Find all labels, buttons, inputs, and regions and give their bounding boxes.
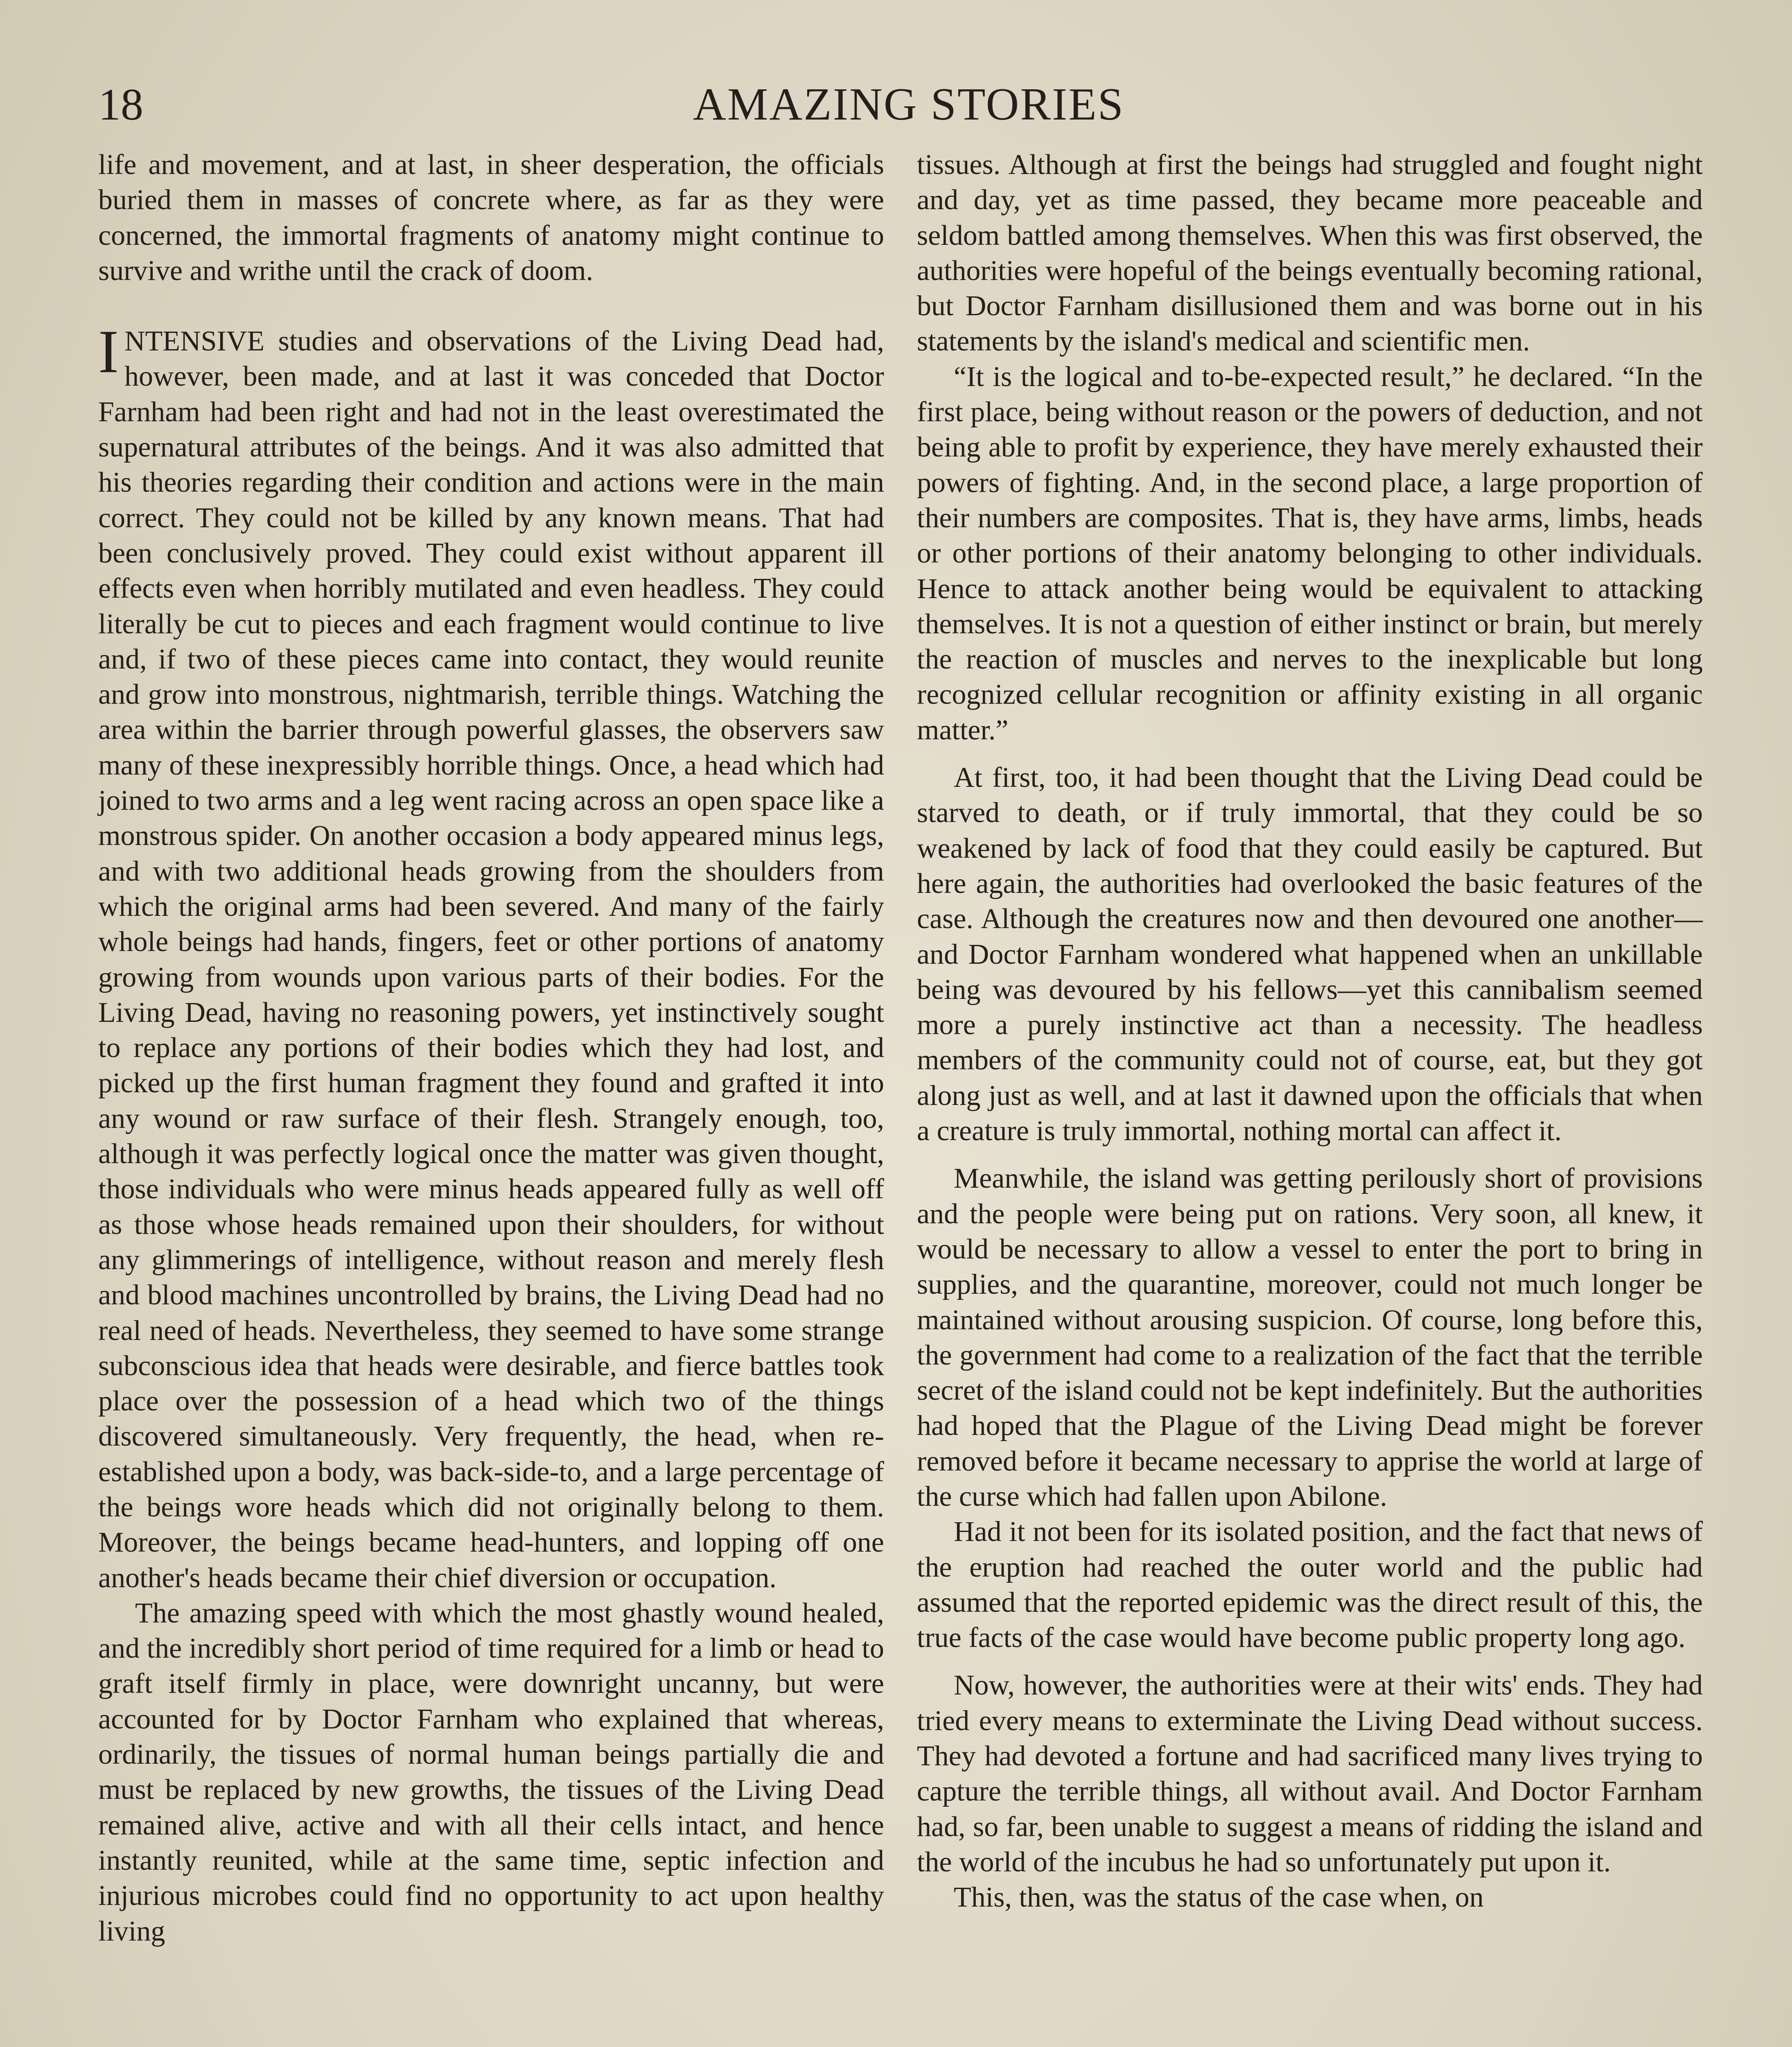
paragraph: This, then, was the status of the case when, on (954, 1882, 1484, 1914)
left-column (98, 147, 884, 2047)
small-caps-lead: NTENSIVE (124, 325, 265, 357)
paragraph: At first, too, it had been thought that the Living Dead could be starved to death, or if truly immortal, that they could be so weakened by lack of food that they could easily be captured. But here again, the authorities had overlooked the basic features of the case. Although the creatures now and then devoured one another—and Doctor Farnham wondered what happened when an unkillable being was devoured by his fellows—yet this cannibalism seemed more a purely instinctive act than a necessity. The headless members of the community could not of course, eat, but they got along just as well, and at last it dawned upon the officials that when a creature is truly immortal, nothing mortal can affect it. (917, 762, 1703, 1147)
page-header (98, 74, 1719, 147)
paragraph: Meanwhile, the island was getting perilously short of provisions and the people were being put on rations. Very soon, all knew, it would be necessary to allow a vessel to enter the port to bring in supplies, and the quarantine, moreover, could not much longer be maintained without arousing suspicion. Of course, long before this, the government had come to a realization of the fact that the terrible secret of the island could not be kept indefinitely. But the authorities had hoped that the Plague of the Living Dead might be forever removed before it became necessary to apprise the world at large of the curse which had fallen upon Abilone. (917, 1163, 1703, 1512)
paragraph: tissues. Although at first the beings had struggled and fought night and day, yet as time passed, they became more peaceable and seldom battled among themselves. When this was first observed, the authorities were hopeful of the beings eventually becoming rational, but Doctor Farnham disillusioned them and was borne out in his statements by the island's medical and scientific men. (917, 149, 1703, 357)
paragraph: The amazing speed with which the most ghastly wound healed, and the incredibly short period of time required for a limb or head to graft itself firmly in place, were downright uncanny, but were accounted for by Doctor Farnham who explained that whereas, ordinarily, the tissues of normal human beings partially die and must be replaced by new growths, the tissues of the Living Dead remained alive, active and with all their cells intact, and hence instantly reunited, while at the same time, septic infection and injurious microbes could find no opportunity to act upon healthy living (98, 1597, 884, 1947)
paragraph: “It is the logical and to-be-expected result,” he declared. “In the first place, being without reason or the powers of deduction, and not being able to profit by experience, they have merely exhausted their powers of fighting. And, in the second place, a large proportion of their numbers are composites. That is, they have arms, limbs, heads or other portions of their anatomy belonging to other individuals. Hence to attack another being would be equivalent to attacking themselves. It is not a question of either instinct or brain, but merely the reaction of muscles and nerves to the inexplicable but long recognized cellular recognition or affinity existing in all organic matter.” (917, 361, 1703, 746)
paragraph-intensive-studies (98, 318, 884, 1596)
drop-cap: I (98, 318, 119, 386)
paragraph: life and movement, and at last, in sheer desperation, the officials buried them in masses of concrete where, as far as they were concerned, the immortal fragments of anatomy might continue to survive and writhe until the crack of doom. (98, 149, 884, 287)
right-column (917, 147, 1703, 2047)
paragraph-text: studies and observations of the Living Dead had, however, been made, and at last it was conceded that Doctor Farnham had been right and had not in the least overestimated the supernatural attributes of the beings. And it was also admitted that his theories regarding their condition and actions were in the main correct. They could not be killed by any known means. That had been conclusively proved. They could exist without apparent ill effects even when horribly mutilated and even headless. They could literally be cut to pieces and each fragment would continue to live and, if two of these pieces came into contact, they would reunite and grow into monstrous, nightmarish, terrible things. Watching the area within the barrier through powerful glasses, the observers saw many of these inexpressibly horrible things. Once, a head which had joined to two arms and a leg went racing across an open space like a monstrous spider. On another occasion a body appeared minus legs, and with two additional heads growing from the shoulders from which the original arms had been severed. And many of the fairly whole beings had hands, fingers, feet or other portions of anatomy growing from wounds upon various parts of their bodies. For the Living Dead, having no reasoning powers, yet instinctively sought to replace any portions of their bodies which they had lost, and picked up the first human fragment they found and grafted it into any wound or raw surface of their flesh. Strangely enough, too, although it was perfectly logical once the matter was given thought, those individuals who were minus heads appeared fully as well off as those whose heads remained upon their shoulders, for without any glimmerings of intelligence, without reason and merely flesh and blood machines uncontrolled by brains, the Living Dead had no real need of heads. Nevertheless, they seemed to have some strange subconscious idea that heads were desirable, and fierce battles took place over the possession of a head which two of the things discovered simultaneously. Very frequently, the head, when re-established upon a body, was back-side-to, and a large percentage of the beings wore heads which did not originally belong to them. Moreover, the beings became head-hunters, and lopping off one another's heads became their chief diversion or occupation. (98, 325, 884, 1594)
page-number: 18 (98, 79, 143, 129)
paragraph: Had it not been for its isolated position, and the fact that news of the eruption had reached the outer world and the public had assumed that the reported epidemic was the direct result of this, the true facts of the case would have become public property long ago. (917, 1516, 1703, 1654)
running-title: AMAZING STORIES (693, 79, 1125, 130)
paragraph: Now, however, the authorities were at their wits' ends. They had tried every means to exterminate the Living Dead without success. They had devoted a fortune and had sacrificed many lives trying to capture the terrible things, all without avail. And Doctor Farnham had, so far, been unable to suggest a means of ridding the island and the world of the incubus he had so unfortunately put upon it. (917, 1670, 1703, 1878)
